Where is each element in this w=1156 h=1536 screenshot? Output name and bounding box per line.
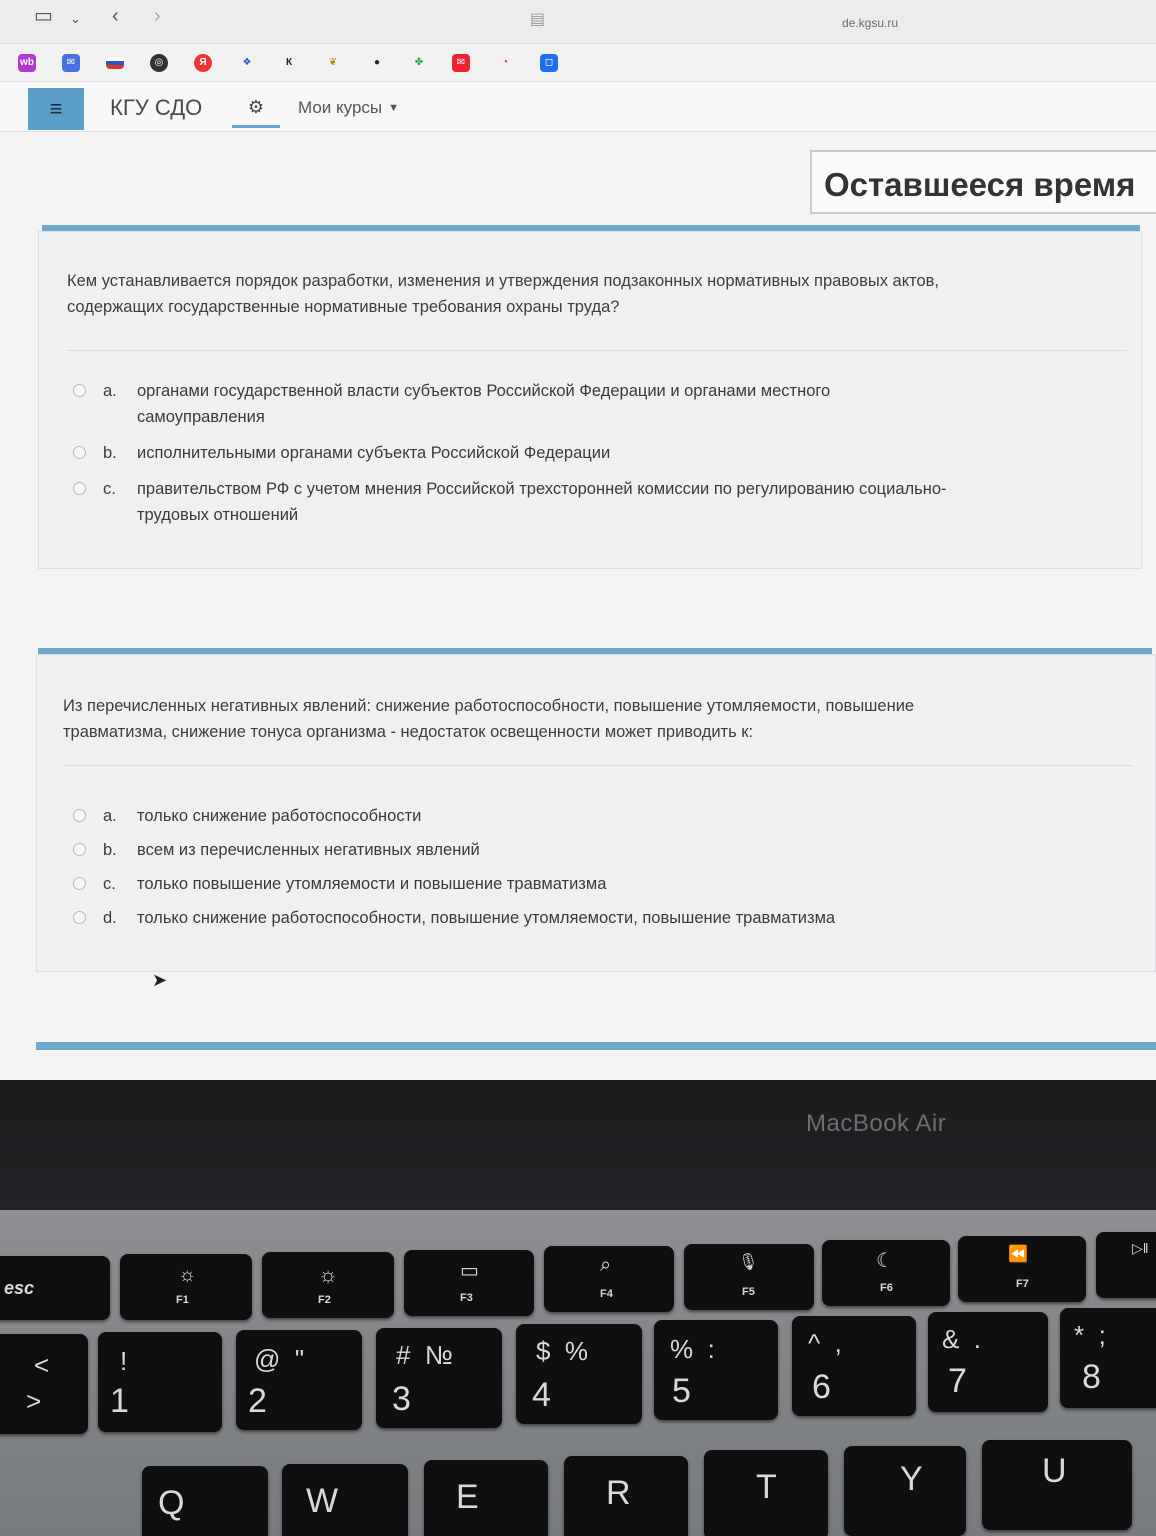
key-esc[interactable] xyxy=(0,1256,110,1320)
key-label: 7 xyxy=(948,1362,967,1400)
key-8[interactable] xyxy=(1060,1308,1156,1408)
key-label: ^ , xyxy=(808,1328,842,1358)
hamburger-icon: ≡ xyxy=(49,96,63,121)
next-question-top-bar xyxy=(36,1042,1156,1050)
key-label: 8 xyxy=(1082,1358,1101,1396)
key-q[interactable] xyxy=(142,1466,268,1536)
answer-radio[interactable] xyxy=(73,446,86,459)
privacy-report-icon[interactable]: ▤ xyxy=(530,11,546,28)
question-text xyxy=(63,693,1133,745)
remaining-time-label: Оставшееся время xyxy=(824,166,1136,203)
key-u[interactable] xyxy=(982,1440,1132,1530)
key-label: % : xyxy=(670,1334,715,1364)
menu-button[interactable] xyxy=(28,88,84,130)
key-label: R xyxy=(606,1474,631,1512)
key-label: Y xyxy=(900,1460,923,1498)
chat-bookmark-icon[interactable]: ◻ xyxy=(540,54,558,72)
key-label: U xyxy=(1042,1452,1067,1490)
question-text xyxy=(67,268,1127,320)
key-f8[interactable] xyxy=(1096,1232,1156,1298)
answer-letter: a. xyxy=(103,382,117,400)
answer-radio[interactable] xyxy=(73,911,86,924)
play-pause-icon: ▷‖ xyxy=(1132,1240,1149,1256)
emblem-bookmark-icon[interactable]: ❦ xyxy=(328,57,338,68)
k-bookmark-icon[interactable]: К xyxy=(285,57,293,68)
answer-radio[interactable] xyxy=(73,877,86,890)
circle-bookmark-icon[interactable]: ◎ xyxy=(150,54,168,72)
question-text-line: содержащих государственные нормативные требования охраны труда? xyxy=(67,298,620,316)
question-text-line: Кем устанавливается порядок разработки, изменения и утверждения подзаконных нормативных правовых актов, xyxy=(67,272,940,290)
rewind-icon: ⏪ xyxy=(1008,1246,1028,1263)
answer-text: только снижение работоспособности xyxy=(137,807,422,825)
key-label: 2 xyxy=(248,1382,267,1420)
answer-option[interactable] xyxy=(103,378,1103,430)
key-label: F6 xyxy=(880,1282,893,1294)
key-label: W xyxy=(306,1482,339,1520)
wildberries-bookmark-icon[interactable]: wb xyxy=(18,54,36,72)
key-label: # № xyxy=(396,1340,453,1370)
question-divider xyxy=(63,765,1133,766)
key-f7[interactable] xyxy=(958,1236,1086,1302)
key-label: $ % xyxy=(536,1336,589,1366)
answer-radio[interactable] xyxy=(73,384,86,397)
key-7[interactable] xyxy=(928,1312,1048,1412)
flag-bookmark-icon[interactable] xyxy=(106,57,124,69)
key-f3[interactable] xyxy=(404,1250,534,1316)
chevron-down-icon[interactable]: ⌄ xyxy=(70,11,81,26)
answer-option[interactable] xyxy=(103,905,1103,931)
my-courses-dropdown[interactable] xyxy=(298,98,399,118)
mouse-cursor-icon: ➤ xyxy=(152,970,168,990)
answer-option[interactable] xyxy=(103,837,1103,863)
brightness-down-icon: ☼ xyxy=(178,1264,197,1286)
mail-red-bookmark-icon[interactable]: ✉ xyxy=(452,54,470,72)
key-label: F7 xyxy=(1016,1278,1029,1290)
key-label: esc xyxy=(4,1278,35,1298)
key-label: E xyxy=(456,1478,479,1516)
brightness-up-icon: ☼ xyxy=(318,1262,339,1287)
answer-text-line: органами государственной власти субъектов Российской Федерации и органами местного xyxy=(137,382,831,400)
key-f4[interactable] xyxy=(544,1246,674,1312)
answer-letter: b. xyxy=(103,444,117,462)
key-label: 3 xyxy=(392,1380,411,1418)
key-2[interactable] xyxy=(236,1330,362,1430)
key-e[interactable] xyxy=(424,1460,548,1536)
settings-button[interactable] xyxy=(232,88,280,128)
key-angle-brackets[interactable] xyxy=(0,1334,88,1434)
mail-bookmark-icon[interactable]: ✉ xyxy=(62,54,80,72)
my-courses-label: Мои курсы xyxy=(298,98,383,117)
red-bookmark-icon[interactable]: Я xyxy=(194,54,212,72)
answer-text xyxy=(137,378,830,430)
key-t[interactable] xyxy=(704,1450,828,1536)
key-f5[interactable] xyxy=(684,1244,814,1310)
answer-text-line: самоуправления xyxy=(137,408,265,426)
answer-text-line: трудовых отношений xyxy=(137,506,299,524)
key-label: F4 xyxy=(600,1288,613,1300)
answer-text: только повышение утомляемости и повышение травматизма xyxy=(137,875,607,893)
answer-text: всем из перечисленных негативных явлений xyxy=(137,841,480,859)
key-label: > xyxy=(26,1386,42,1416)
question-card xyxy=(38,231,1142,569)
blue-bookmark-icon[interactable]: ❖ xyxy=(242,57,252,68)
question-divider xyxy=(67,350,1127,351)
search-icon: ⌕ xyxy=(600,1254,612,1276)
question-card xyxy=(36,654,1156,972)
apps-bookmark-icon[interactable]: ✤ xyxy=(414,57,424,68)
answer-radio[interactable] xyxy=(73,809,86,822)
key-label: 1 xyxy=(110,1382,129,1420)
q-bookmark-icon[interactable]: ◔ xyxy=(501,57,509,68)
key-label: 5 xyxy=(672,1372,691,1410)
key-label: ! xyxy=(120,1346,128,1376)
answer-letter: c. xyxy=(103,875,116,893)
back-icon[interactable]: ‹ xyxy=(112,5,119,27)
key-f1[interactable] xyxy=(120,1254,252,1320)
answer-letter: d. xyxy=(103,909,117,927)
key-label: F1 xyxy=(176,1294,189,1306)
site-brand[interactable]: КГУ СДО xyxy=(110,95,203,120)
key-label: Q xyxy=(158,1484,185,1522)
key-5[interactable] xyxy=(654,1320,778,1420)
key-1[interactable] xyxy=(98,1332,222,1432)
question-text-line: Из перечисленных негативных явлений: снижение работоспособности, повышение утомляемости, повышение xyxy=(63,697,915,715)
answer-option[interactable] xyxy=(103,440,1103,466)
mission-control-icon: ▭ xyxy=(460,1260,479,1282)
answer-text: только снижение работоспособности, повышение утомляемости, повышение травматизма xyxy=(137,909,836,927)
key-w[interactable] xyxy=(282,1464,408,1536)
caret-down-icon: ▼ xyxy=(388,102,400,114)
remaining-time-panel xyxy=(810,150,1156,214)
microphone-icon: 🎙 xyxy=(738,1254,759,1271)
key-label: < xyxy=(34,1350,50,1380)
laptop-brand-label: MacBook Air xyxy=(806,1110,947,1137)
gear-icon: ⚙ xyxy=(247,97,265,117)
answer-text xyxy=(137,476,947,528)
answer-option[interactable] xyxy=(103,476,1103,528)
key-label: @ " xyxy=(254,1344,305,1374)
key-f2[interactable] xyxy=(262,1252,394,1318)
answer-text: исполнительными органами субъекта Российской Федерации xyxy=(137,444,611,462)
browser-titlebar xyxy=(0,0,1156,44)
key-y[interactable] xyxy=(844,1446,966,1536)
moon-icon: ☾ xyxy=(876,1250,894,1272)
key-label: 4 xyxy=(532,1376,551,1414)
answer-option[interactable] xyxy=(103,871,1103,897)
laptop-bezel xyxy=(0,1080,1156,1210)
key-label: & . xyxy=(942,1324,982,1354)
key-label: F5 xyxy=(742,1286,755,1298)
question-text-line: травматизма, снижение тонуса организма - недостаток освещенности может приводить к: xyxy=(63,723,754,741)
answer-letter: a. xyxy=(103,807,117,825)
key-label: F3 xyxy=(460,1292,473,1304)
key-label: T xyxy=(756,1468,777,1506)
key-f6[interactable] xyxy=(822,1240,950,1306)
key-label: 6 xyxy=(812,1368,831,1406)
answer-option[interactable] xyxy=(103,803,1103,829)
key-r[interactable] xyxy=(564,1456,688,1536)
answer-text-line: правительством РФ с учетом мнения Российской трехсторонней комиссии по регулированию социально- xyxy=(137,480,947,498)
key-6[interactable] xyxy=(792,1316,916,1416)
answer-radio[interactable] xyxy=(73,482,86,495)
keyboard-deck xyxy=(0,1210,1156,1536)
key-label: * ; xyxy=(1074,1320,1106,1350)
sidebar-toggle-icon[interactable]: ▭ xyxy=(34,5,53,27)
answer-radio[interactable] xyxy=(73,843,86,856)
answer-letter: c. xyxy=(103,480,116,498)
key-4[interactable] xyxy=(516,1324,642,1424)
apple-bookmark-icon[interactable]: ● xyxy=(373,57,381,68)
key-3[interactable] xyxy=(376,1328,502,1428)
answer-letter: b. xyxy=(103,841,117,859)
forward-icon[interactable]: › xyxy=(154,5,161,27)
bookmarks-bar xyxy=(0,44,1156,82)
key-label: F2 xyxy=(318,1294,331,1306)
address-bar-url[interactable]: de.kgsu.ru xyxy=(841,16,899,30)
